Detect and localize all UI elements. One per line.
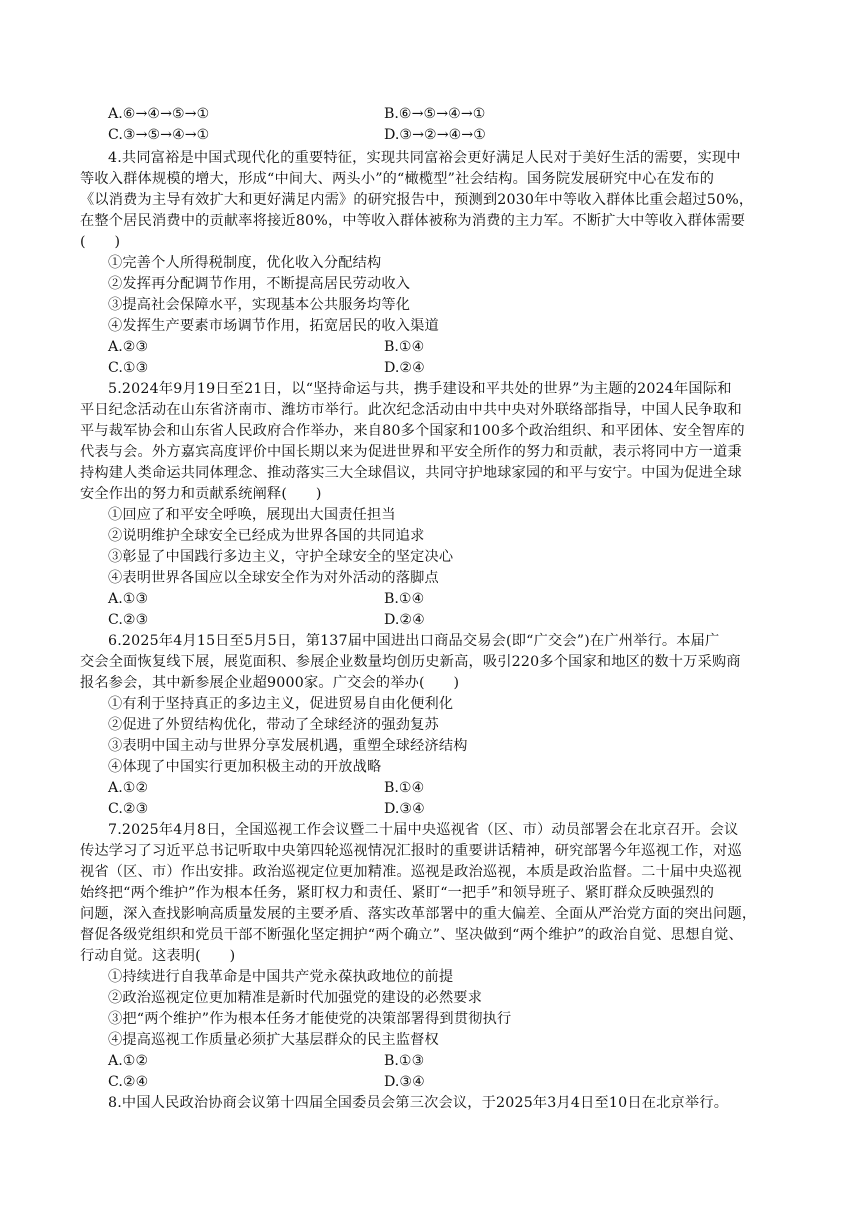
- q6-item-2: ②促进了外贸结构优化，带动了全球经济的强劲复苏: [108, 717, 439, 733]
- q7-stem-line: 问题，深入查找影响高质量发展的主要矛盾、落实改革部署中的重大偏差、全面从严治党方面的突出问题，: [80, 906, 757, 922]
- q6-item-1: ①有利于坚持真正的多边主义，促进贸易自由化便利化: [108, 696, 454, 712]
- q7-stem-line: 传达学习了习近平总书记听取中央第四轮巡视情况汇报时的重要讲话精神，研究部署今年巡视工作，对巡: [80, 843, 742, 859]
- q7-stem-line: 视省（区、市）作出安排。政治巡视定位更加精准。巡视是政治巡视，本质是政治监督。二十届中央巡视: [80, 864, 742, 880]
- q7-stem-line: 7.2025年4月8日，全国巡视工作会议暨二十届中央巡视省（区、市）动员部署会在北京召开。会议: [108, 822, 739, 838]
- q7-option-a[interactable]: A.①②: [108, 1053, 149, 1069]
- q3-option-d[interactable]: D.③→②→④→①: [384, 127, 486, 143]
- q6-stem-line: 交会全面恢复线下展，展览面积、参展企业数量均创历史新高，吸引220多个国家和地区的数十万采购商: [80, 654, 741, 670]
- q6-option-b[interactable]: B.①④: [384, 780, 425, 796]
- q7-item-1: ①持续进行自我革命是中国共产党永葆执政地位的前提: [108, 969, 454, 985]
- q6-option-a[interactable]: A.①②: [108, 780, 149, 796]
- q4-stem-line: 在整个居民消费中的贡献率将接近80%，中等收入群体被称为消费的主力军。不断扩大中等收入群体需要: [80, 213, 746, 229]
- q5-option-a[interactable]: A.①③: [108, 591, 149, 607]
- q3-option-b[interactable]: B.⑥→⑤→④→①: [384, 106, 486, 122]
- q5-option-d[interactable]: D.②④: [384, 612, 425, 628]
- q6-stem-line: 报名参会，其中新参展企业超9000家。广交会的举办( ): [80, 675, 460, 691]
- q5-item-1: ①回应了和平安全呼唤，展现出大国责任担当: [108, 507, 396, 523]
- q7-option-d[interactable]: D.③④: [384, 1074, 425, 1090]
- q5-item-4: ④表明世界各国应以全球安全作为对外活动的落脚点: [108, 570, 439, 586]
- q5-stem-line: 平日纪念活动在山东省济南市、潍坊市举行。此次纪念活动由中共中央对外联络部指导，中国人民争取和: [80, 402, 742, 418]
- q4-option-c[interactable]: C.①③: [108, 360, 149, 376]
- q4-item-4: ④发挥生产要素市场调节作用，拓宽居民的收入渠道: [108, 318, 439, 334]
- q5-stem-line: 5.2024年9月19日至21日，以“坚持命运与共，携手建设和平共处的世界”为主题的2024年国际和: [108, 381, 732, 397]
- q5-option-c[interactable]: C.②③: [108, 612, 149, 628]
- q4-answer-blank: ( ): [80, 234, 121, 250]
- q7-item-4: ④提高巡视工作质量必须扩大基层群众的民主监督权: [108, 1032, 439, 1048]
- q7-item-2: ②政治巡视定位更加精准是新时代加强党的建设的必然要求: [108, 990, 483, 1006]
- q5-option-b[interactable]: B.①④: [384, 591, 425, 607]
- q4-option-a[interactable]: A.②③: [108, 339, 149, 355]
- q5-stem-line: 持构建人类命运共同体理念、推动落实三大全球倡议，共同守护地球家园的和平与安宁。中国为促进全球: [80, 465, 742, 481]
- q7-stem-line: 行动自觉。这表明( ): [80, 948, 236, 964]
- q6-stem-line: 6.2025年4月15日至5月5日，第137届中国进出口商品交易会(即“广交会”)在广州举行。本届广: [108, 633, 720, 649]
- q4-stem-line: 《以消费为主导有效扩大和更好满足内需》的研究报告中，预测到2030年中等收入群体比重会超过50%，: [80, 192, 754, 208]
- q7-item-3: ③把“两个维护”作为根本任务才能使党的决策部署得到贯彻执行: [108, 1011, 512, 1027]
- q4-option-b[interactable]: B.①④: [384, 339, 425, 355]
- q3-option-c[interactable]: C.③→⑤→④→①: [108, 127, 210, 143]
- q7-option-b[interactable]: B.①③: [384, 1053, 425, 1069]
- q7-stem-line: 始终把“两个维护”作为根本任务，紧盯权力和责任、紧盯“一把手”和领导班子、紧盯群众反映强烈的: [80, 885, 715, 901]
- q8-stem-line: 8.中国人民政治协商会议第十四届全国委员会第三次会议，于2025年3月4日至10日在北京举行。: [108, 1095, 729, 1111]
- q5-stem-line: 平与裁军协会和山东省人民政府合作举办，来自80多个国家和100多个政治组织、和平团体、安全智库的: [80, 423, 745, 439]
- q4-option-d[interactable]: D.②④: [384, 360, 425, 376]
- q4-stem-line: 4.共同富裕是中国式现代化的重要特征，实现共同富裕会更好满足人民对于美好生活的需要，实现中: [108, 150, 741, 166]
- q7-option-c[interactable]: C.②④: [108, 1074, 149, 1090]
- q5-stem-line: 代表与会。外方嘉宾高度评价中国长期以来为促进世界和平安全所作的努力和贡献，表示将同中方一道秉: [80, 444, 742, 460]
- q5-item-2: ②说明维护全球安全已经成为世界各国的共同追求: [108, 528, 425, 544]
- q7-stem-line: 督促各级党组织和党员干部不断强化坚定拥护“两个确立”、坚决做到“两个维护”的政治自觉、思想自觉、: [80, 927, 743, 943]
- q4-item-1: ①完善个人所得税制度，优化收入分配结构: [108, 255, 382, 271]
- q6-option-c[interactable]: C.②③: [108, 801, 149, 817]
- q4-stem-line: 等收入群体规模的增大，形成“中间大、两头小”的“橄榄型”社会结构。国务院发展研究中心在发布的: [80, 171, 715, 187]
- q3-option-a[interactable]: A.⑥→④→⑤→①: [108, 106, 210, 122]
- q5-stem-line: 安全作出的努力和贡献系统阐释( ): [80, 486, 322, 502]
- q6-option-d[interactable]: D.③④: [384, 801, 425, 817]
- q6-item-3: ③表明中国主动与世界分享发展机遇，重塑全球经济结构: [108, 738, 468, 754]
- q4-item-2: ②发挥再分配调节作用，不断提高居民劳动收入: [108, 276, 411, 292]
- q5-item-3: ③彰显了中国践行多边主义，守护全球安全的坚定决心: [108, 549, 454, 565]
- q6-item-4: ④体现了中国实行更加积极主动的开放战略: [108, 759, 382, 775]
- q4-item-3: ③提高社会保障水平，实现基本公共服务均等化: [108, 297, 411, 313]
